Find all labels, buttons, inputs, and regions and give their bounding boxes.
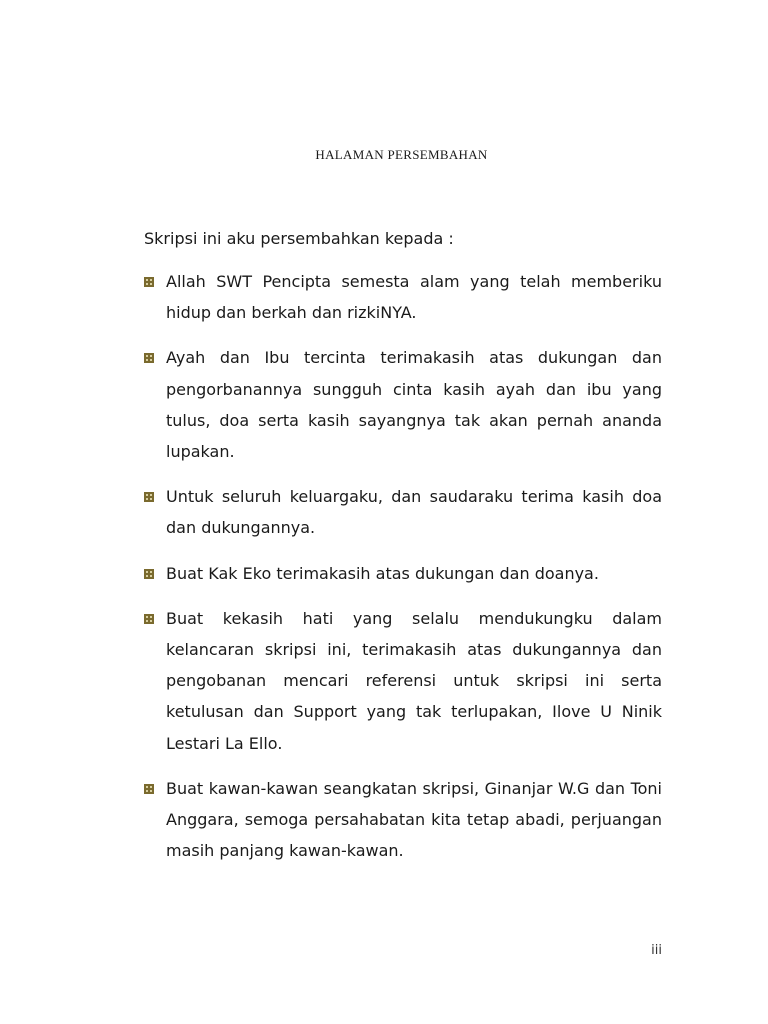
list-item-text: Buat kawan-kawan seangkatan skripsi, Ginanjar W.G dan Toni Anggara, semoga persahabatan kita tetap abadi, perjuangan masih panjang kawan-kawan. [166,778,662,861]
list-item [144,266,662,328]
list-item-text: Allah SWT Pencipta semesta alam yang telah memberiku hidup dan berkah dan rizkiNYA. [166,272,662,323]
list-item [144,481,662,543]
list-item-text: Buat kekasih hati yang selalu mendukungku dalam kelancaran skripsi ini, terimakasih atas dukungannya dan pengobanan mencari referensi untuk skripsi ini serta ketulusan dan Support yang tak terlupakan, Ilove U Ninik Lestari La Ello. [166,608,662,753]
bullet-icon [144,784,154,794]
list-item [144,603,662,759]
page-title: HALAMAN PERSEMBAHAN [315,147,488,162]
bullet-icon [144,492,154,502]
list-item-text: Untuk seluruh keluargaku, dan saudaraku terima kasih doa dan dukungannya. [166,487,662,538]
list-item [144,558,662,589]
list-item [144,342,662,467]
list-item-text: Ayah dan Ibu tercinta terimakasih atas dukungan dan pengorbanannya sungguh cinta kasih ayah dan ibu yang tulus, doa serta kasih sayangnya tak akan pernah ananda lupakan. [166,348,662,462]
bullet-icon [144,277,154,287]
list-item [144,773,662,867]
bullet-icon [144,569,154,579]
dedication-list [144,266,662,880]
list-item-text: Buat Kak Eko terimakasih atas dukungan dan doanya. [166,563,599,583]
intro-text: Skripsi ini aku persembahkan kepada : [144,229,454,248]
bullet-icon [144,353,154,363]
page-number: iii [651,943,662,958]
bullet-icon [144,614,154,624]
